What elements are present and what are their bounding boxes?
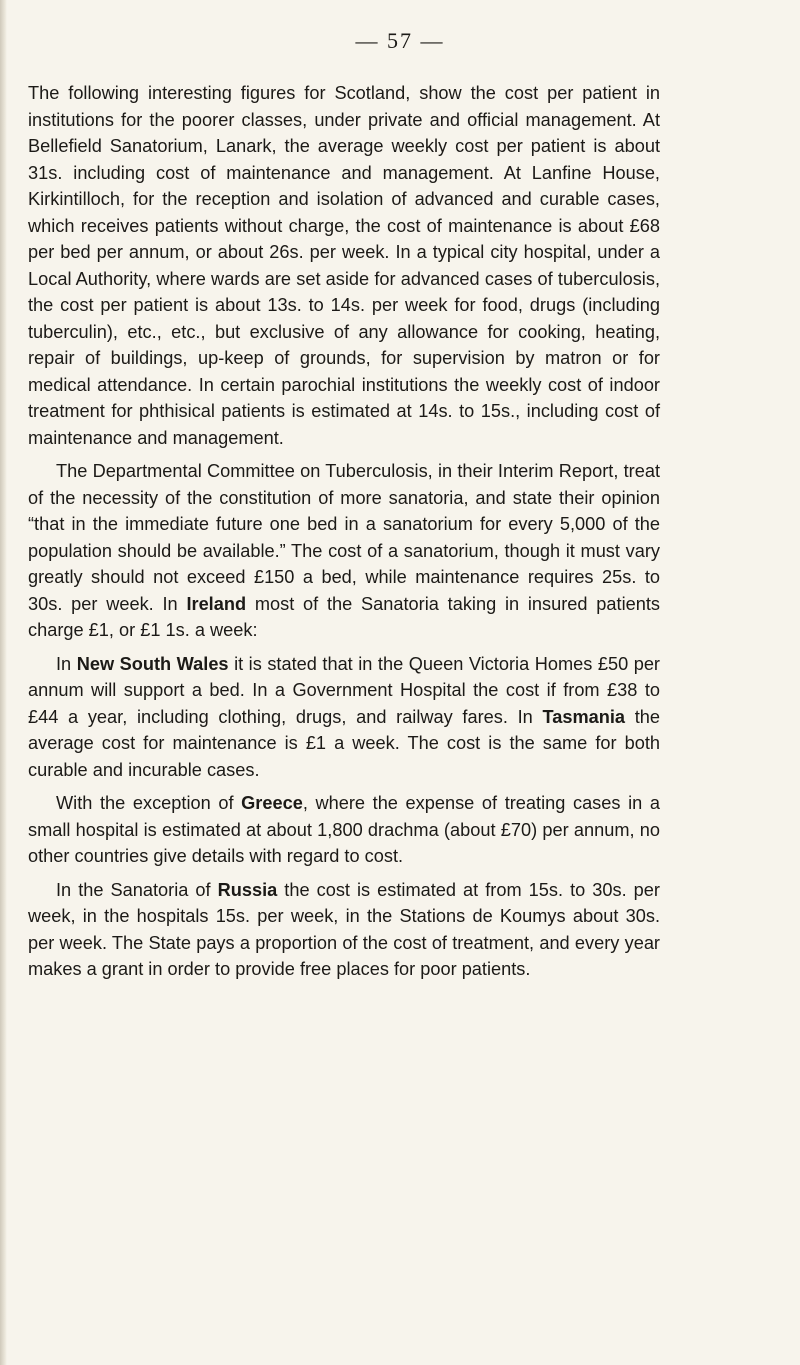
page-binding-edge bbox=[0, 0, 7, 1365]
paragraph-text: the average cost for maintenance is £1 a week. The cost is the same for both curable and incurable cases. bbox=[28, 706, 660, 780]
paragraph-text: it is stated that in the Queen Victoria Homes £50 per annum will support a bed. In a Government Hospital the cost if from £38 to £44 a year, including clothing, drugs, and railway fares. In bbox=[28, 653, 660, 727]
country-ireland: Ireland bbox=[186, 593, 247, 614]
paragraph-scotland bbox=[28, 80, 660, 451]
paragraph-text: the cost is estimated at from 15s. to 30s. per week, in the hospitals 15s. per week, in the Stations de Koumys about 30s. per week. The State pays a proportion of the cost of treatment, and every year makes a grant in order to provide free places for poor patients. bbox=[28, 879, 660, 979]
paragraph-departmental-committee bbox=[28, 458, 660, 644]
paragraph-text: With the exception of bbox=[56, 793, 242, 813]
paragraph-text: The Departmental Committee on Tuberculosis, in their Interim Report, treat of the necessity of the constitution of more sanatoria, and state their opinion “that in the immediate future one bed in a sanatorium for every 5,000 of the population should be available.” The cost of a sanatorium, though it must vary greatly should not exceed £150 a bed, while maintenance requires 25s. to 30s. per week. In bbox=[28, 461, 660, 614]
paragraph-text: , where the expense of treating cases in a small hospital is estimated at about 1,800 drachma (about £70) per annum, no other countries give details with regard to cost. bbox=[28, 793, 660, 866]
paragraph-text: In the Sanatoria of bbox=[56, 879, 218, 900]
country-tasmania: Tasmania bbox=[542, 706, 626, 727]
paragraph-text: most of the Sanatoria taking in insured patients charge £1, or £1 1s. a week: bbox=[28, 593, 661, 640]
country-greece: Greece bbox=[241, 793, 303, 813]
paragraph-russia bbox=[28, 877, 660, 983]
body-text bbox=[28, 80, 660, 990]
country-russia: Russia bbox=[217, 879, 278, 900]
paragraph-text: In bbox=[56, 653, 77, 674]
paragraph-new-south-wales bbox=[28, 651, 660, 784]
paragraph-scotland-text: The following interesting figures for Scotland, show the cost per patient in institutions for the poorer classes, under private and official management. At Bellefield Sanatorium, Lanark, the average weekly cost per patient is about 31s. including cost of maintenance and management. At Lanfine House, Kirkintilloch, for the reception and isolation of advanced and curable cases, which receives patients without charge, the cost of maintenance is about £68 per bed per annum, or about 26s. per week. In a typical city hospital, under a Local Authority, where wards are set aside for advanced cases of tuberculosis, the cost per patient is about 13s. to 14s. per week for food, drugs (including tuberculin), etc., etc., but exclusive of any allowance for cooking, heating, repair of buildings, up-keep of grounds, for supervision by matron or for medical attendance. In certain parochial institutions the weekly cost of indoor treatment for phthisical patients is estimated at 14s. to 15s., including cost of maintenance and management. bbox=[28, 83, 660, 448]
page-number: — 57 — bbox=[355, 28, 445, 53]
country-new-south-wales: New South Wales bbox=[76, 653, 229, 674]
paragraph-greece bbox=[28, 790, 660, 870]
